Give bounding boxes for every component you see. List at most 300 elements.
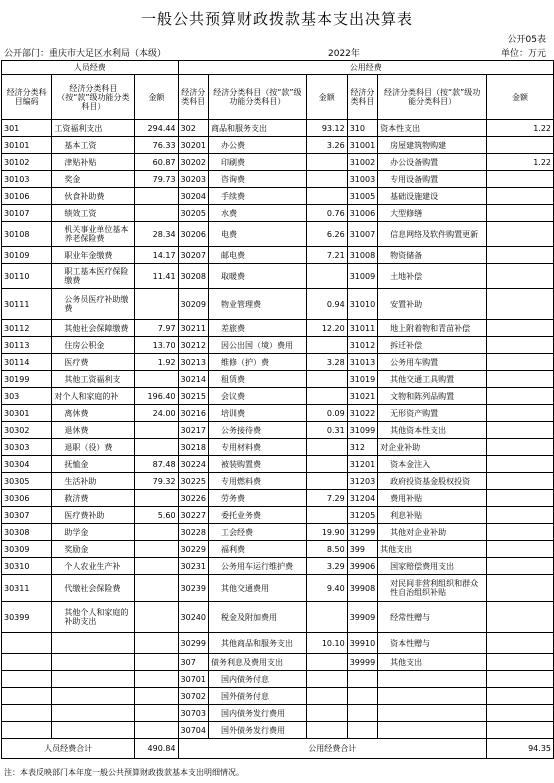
cell-code: 30206 — [178, 222, 208, 247]
cell-code: 30215 — [178, 388, 208, 405]
cell-code: 31022 — [347, 405, 377, 422]
cell-name: 办公费 — [208, 137, 306, 154]
table-row — [2, 722, 554, 739]
cell-amount — [135, 371, 178, 388]
cell-amount — [306, 371, 347, 388]
cell-code: 30240 — [178, 602, 208, 633]
cell-name: 专用燃料费 — [208, 473, 306, 490]
cell-name: 其他支出 — [378, 541, 487, 558]
cell-code: 30303 — [2, 439, 52, 456]
cell-code: 30211 — [178, 320, 208, 337]
cell-amount — [306, 171, 347, 188]
cell-amount — [135, 575, 178, 602]
cell-amount: 14.17 — [135, 247, 178, 264]
cell-code: 30308 — [2, 524, 52, 541]
cell-name: 取暖费 — [208, 264, 306, 289]
cell-amount: 11.41 — [135, 264, 178, 289]
col-header-name: 经济分类科目（按“款”级功能分类科目） — [208, 75, 306, 120]
cell-amount — [487, 705, 554, 722]
cell-name: 国家赔偿费用支出 — [378, 558, 487, 575]
year-label: 2022年 — [328, 49, 360, 59]
cell-code: 30227 — [178, 507, 208, 524]
cell-amount: 7.29 — [306, 490, 347, 507]
cell-amount: 3.26 — [306, 137, 347, 154]
col-header-code: 经济分类科目编码 — [2, 75, 52, 120]
cell-code: 30218 — [178, 439, 208, 456]
cell-name: 物业管理费 — [208, 289, 306, 320]
cell-amount — [487, 602, 554, 633]
cell-amount — [135, 422, 178, 439]
col-header-code: 经济分类科目 — [347, 75, 377, 120]
cell-name: 经常性赠与 — [378, 602, 487, 633]
cell-amount — [135, 205, 178, 222]
cell-name: 医疗费补助 — [52, 507, 135, 524]
public-section-header: 公用经费 — [178, 61, 553, 75]
cell-amount — [306, 439, 347, 456]
cell-name: 个人农业生产补 — [52, 558, 135, 575]
cell-code — [347, 688, 377, 705]
cell-amount: 60.87 — [135, 154, 178, 171]
cell-amount: 28.34 — [135, 222, 178, 247]
cell-name: 其他个人和家庭的补助支出 — [52, 602, 135, 633]
cell-name: 机关事业单位基本养老保险费 — [52, 222, 135, 247]
cell-name: 土地补偿 — [378, 264, 487, 289]
col-header-amount: 金额 — [487, 75, 554, 120]
cell-name: 拆迁补偿 — [378, 337, 487, 354]
cell-amount: 1.22 — [487, 154, 554, 171]
cell-name: 奖励金 — [52, 541, 135, 558]
cell-name: 劳务费 — [208, 490, 306, 507]
cell-amount — [487, 320, 554, 337]
cell-amount — [306, 671, 347, 688]
cell-code: 31011 — [347, 320, 377, 337]
cell-name — [52, 671, 135, 688]
cell-name: 咨询费 — [208, 171, 306, 188]
cell-name — [52, 633, 135, 654]
cell-name: 基本工资 — [52, 137, 135, 154]
cell-name: 公务用车运行维护费 — [208, 558, 306, 575]
cell-code: 31012 — [347, 337, 377, 354]
cell-code — [347, 705, 377, 722]
cell-name: 委托业务费 — [208, 507, 306, 524]
table-row — [2, 388, 554, 405]
cell-amount — [487, 507, 554, 524]
cell-code: 31099 — [347, 422, 377, 439]
cell-code: 31201 — [347, 456, 377, 473]
cell-code: 30703 — [178, 705, 208, 722]
cell-code: 30228 — [178, 524, 208, 541]
cell-amount — [487, 671, 554, 688]
cell-name — [378, 688, 487, 705]
table-row — [2, 456, 554, 473]
cell-name: 其他社会保障缴费 — [52, 320, 135, 337]
cell-amount — [487, 456, 554, 473]
personnel-total-label: 人员经费合计 — [2, 739, 135, 759]
cell-amount — [135, 602, 178, 633]
cell-amount: 6.26 — [306, 222, 347, 247]
cell-name: 基础设施建设 — [378, 188, 487, 205]
footnote: 注：本表反映部门本年度一般公共预算财政拨款基本支出明细情况。 — [4, 768, 244, 777]
cell-name: 资本金注入 — [378, 456, 487, 473]
cell-name: 工资福利支出 — [52, 120, 135, 137]
cell-amount: 294.44 — [135, 120, 178, 137]
table-row — [2, 541, 554, 558]
cell-name: 因公出国（境）费用 — [208, 337, 306, 354]
cell-name: 离休费 — [52, 405, 135, 422]
cell-code: 30225 — [178, 473, 208, 490]
cell-amount — [487, 289, 554, 320]
cell-name: 助学金 — [52, 524, 135, 541]
cell-amount — [487, 654, 554, 671]
cell-code: 302 — [178, 120, 208, 137]
cell-amount: 0.31 — [306, 422, 347, 439]
table-row — [2, 188, 554, 205]
cell-amount — [135, 289, 178, 320]
cell-amount: 19.90 — [306, 524, 347, 541]
cell-amount: 196.40 — [135, 388, 178, 405]
cell-code: 30231 — [178, 558, 208, 575]
cell-code: 39906 — [347, 558, 377, 575]
table-row — [2, 705, 554, 722]
cell-code — [2, 688, 52, 705]
cell-amount — [306, 188, 347, 205]
cell-name: 绩效工资 — [52, 205, 135, 222]
table-row — [2, 490, 554, 507]
unit-label: 单位：万元 — [500, 49, 546, 59]
table-row — [2, 633, 554, 654]
table-row — [2, 473, 554, 490]
cell-name: 资本性支出 — [378, 120, 487, 137]
expenditure-table — [1, 60, 554, 759]
cell-code: 31021 — [347, 388, 377, 405]
cell-amount — [487, 722, 554, 739]
cell-name: 伙食补助费 — [52, 188, 135, 205]
cell-name: 国外债务付息 — [208, 688, 306, 705]
cell-code: 31006 — [347, 205, 377, 222]
cell-amount — [135, 188, 178, 205]
cell-code: 399 — [347, 541, 377, 558]
cell-code: 30704 — [178, 722, 208, 739]
cell-name: 税金及附加费用 — [208, 602, 306, 633]
cell-code: 30208 — [178, 264, 208, 289]
cell-code: 30112 — [2, 320, 52, 337]
col-header-code: 经济分类科目 — [178, 75, 208, 120]
cell-name: 文物和陈列品购置 — [378, 388, 487, 405]
cell-amount — [487, 405, 554, 422]
cell-name: 手续费 — [208, 188, 306, 205]
cell-code: 31001 — [347, 137, 377, 154]
cell-code: 31002 — [347, 154, 377, 171]
cell-amount — [306, 388, 347, 405]
cell-amount — [135, 688, 178, 705]
cell-code: 30101 — [2, 137, 52, 154]
cell-code: 31007 — [347, 222, 377, 247]
cell-code: 30299 — [178, 633, 208, 654]
table-row — [2, 524, 554, 541]
cell-name: 职业年金缴费 — [52, 247, 135, 264]
cell-amount: 24.00 — [135, 405, 178, 422]
cell-name: 办公设备购置 — [378, 154, 487, 171]
cell-amount: 93.12 — [306, 120, 347, 137]
table-row — [2, 171, 554, 188]
cell-code: 30224 — [178, 456, 208, 473]
cell-name: 租赁费 — [208, 371, 306, 388]
personnel-section-header: 人员经费 — [2, 61, 179, 75]
cell-name: 代缴社会保险费 — [52, 575, 135, 602]
table-row — [2, 154, 554, 171]
table-row — [2, 507, 554, 524]
cell-amount: 5.60 — [135, 507, 178, 524]
cell-code: 31009 — [347, 264, 377, 289]
cell-name: 债务利息及费用支出 — [208, 654, 306, 671]
cell-amount: 76.33 — [135, 137, 178, 154]
cell-name: 培训费 — [208, 405, 306, 422]
cell-code: 39909 — [347, 602, 377, 633]
cell-name — [378, 671, 487, 688]
cell-amount — [487, 371, 554, 388]
cell-name: 其他资本性支出 — [378, 422, 487, 439]
cell-amount — [135, 633, 178, 654]
cell-amount: 7.97 — [135, 320, 178, 337]
cell-name: 住房公积金 — [52, 337, 135, 354]
cell-name: 公务接待费 — [208, 422, 306, 439]
cell-code: 310 — [347, 120, 377, 137]
cell-name: 津贴补贴 — [52, 154, 135, 171]
cell-amount: 7.21 — [306, 247, 347, 264]
cell-amount — [306, 722, 347, 739]
cell-code: 31019 — [347, 371, 377, 388]
cell-code: 301 — [2, 120, 52, 137]
cell-name: 其他交通费用 — [208, 575, 306, 602]
cell-code: 30226 — [178, 490, 208, 507]
cell-name: 信息网络及软件购置更新 — [378, 222, 487, 247]
cell-amount — [487, 439, 554, 456]
cell-name: 国内债务发行费用 — [208, 705, 306, 722]
table-row — [2, 671, 554, 688]
cell-code: 30108 — [2, 222, 52, 247]
cell-amount: 0.09 — [306, 405, 347, 422]
cell-code: 30701 — [178, 671, 208, 688]
cell-amount — [487, 490, 554, 507]
cell-name: 资本性赠与 — [378, 633, 487, 654]
cell-amount — [487, 473, 554, 490]
cell-name: 奖金 — [52, 171, 135, 188]
cell-name: 会议费 — [208, 388, 306, 405]
cell-code: 31203 — [347, 473, 377, 490]
cell-name: 其他交通工具购置 — [378, 371, 487, 388]
table-row — [2, 120, 554, 137]
cell-code: 30205 — [178, 205, 208, 222]
cell-name: 抚恤金 — [52, 456, 135, 473]
cell-code — [2, 722, 52, 739]
cell-code: 30111 — [2, 289, 52, 320]
cell-amount — [487, 171, 554, 188]
cell-name: 水费 — [208, 205, 306, 222]
cell-amount: 0.94 — [306, 289, 347, 320]
cell-name: 职工基本医疗保险缴费 — [52, 264, 135, 289]
cell-name: 福利费 — [208, 541, 306, 558]
table-row — [2, 422, 554, 439]
cell-amount — [487, 422, 554, 439]
cell-amount: 3.29 — [306, 558, 347, 575]
cell-amount — [306, 507, 347, 524]
cell-amount: 1.92 — [135, 354, 178, 371]
cell-amount — [306, 337, 347, 354]
cell-name: 无形资产购置 — [378, 405, 487, 422]
cell-code: 30113 — [2, 337, 52, 354]
cell-code: 39910 — [347, 633, 377, 654]
cell-code: 303 — [2, 388, 52, 405]
cell-code: 30399 — [2, 602, 52, 633]
cell-name: 安置补助 — [378, 289, 487, 320]
cell-code: 30103 — [2, 171, 52, 188]
cell-code: 30311 — [2, 575, 52, 602]
cell-amount — [487, 205, 554, 222]
cell-amount — [135, 654, 178, 671]
cell-name: 邮电费 — [208, 247, 306, 264]
cell-code: 31204 — [347, 490, 377, 507]
cell-amount — [135, 722, 178, 739]
cell-name: 其他对企业补助 — [378, 524, 487, 541]
cell-code: 31005 — [347, 188, 377, 205]
cell-name: 公务员医疗补助缴费 — [52, 289, 135, 320]
cell-name: 国外债务发行费用 — [208, 722, 306, 739]
col-header-amount: 金额 — [306, 75, 347, 120]
cell-amount — [135, 558, 178, 575]
cell-amount: 0.76 — [306, 205, 347, 222]
cell-name: 维修（护）费 — [208, 354, 306, 371]
table-row — [2, 289, 554, 320]
cell-name: 专用设备购置 — [378, 171, 487, 188]
cell-name: 其他支出 — [378, 654, 487, 671]
cell-code: 30203 — [178, 171, 208, 188]
cell-code: 30114 — [2, 354, 52, 371]
cell-name: 政府投资基金股权投资 — [378, 473, 487, 490]
cell-name: 利息补贴 — [378, 507, 487, 524]
cell-amount: 13.70 — [135, 337, 178, 354]
cell-amount: 10.10 — [306, 633, 347, 654]
cell-code: 30204 — [178, 188, 208, 205]
cell-name: 印刷费 — [208, 154, 306, 171]
cell-amount — [306, 654, 347, 671]
cell-name: 专用材料费 — [208, 439, 306, 456]
cell-code: 31008 — [347, 247, 377, 264]
cell-code: 31013 — [347, 354, 377, 371]
cell-name: 对企业补助 — [378, 439, 487, 456]
cell-name: 商品和服务支出 — [208, 120, 306, 137]
public-total-amount: 94.35 — [487, 739, 554, 759]
cell-amount — [135, 671, 178, 688]
cell-amount — [487, 354, 554, 371]
cell-name: 房屋建筑物购建 — [378, 137, 487, 154]
cell-amount: 79.73 — [135, 171, 178, 188]
cell-code: 312 — [347, 439, 377, 456]
cell-amount — [306, 456, 347, 473]
cell-code: 30109 — [2, 247, 52, 264]
personnel-total-amount: 490.84 — [135, 739, 178, 759]
cell-name: 工会经费 — [208, 524, 306, 541]
cell-name: 地上附着物和青苗补偿 — [378, 320, 487, 337]
cell-code: 30229 — [178, 541, 208, 558]
cell-amount — [135, 705, 178, 722]
cell-code: 30209 — [178, 289, 208, 320]
cell-amount — [487, 188, 554, 205]
cell-code: 30304 — [2, 456, 52, 473]
cell-amount — [135, 490, 178, 507]
totals-row — [2, 739, 554, 759]
cell-name: 其他商品和服务支出 — [208, 633, 306, 654]
cell-amount — [306, 473, 347, 490]
cell-amount: 87.48 — [135, 456, 178, 473]
cell-code — [2, 671, 52, 688]
cell-code — [2, 633, 52, 654]
cell-name — [52, 705, 135, 722]
cell-code: 30217 — [178, 422, 208, 439]
cell-amount — [306, 264, 347, 289]
cell-code: 30305 — [2, 473, 52, 490]
cell-code: 30202 — [178, 154, 208, 171]
cell-code — [347, 722, 377, 739]
cell-name: 退休费 — [52, 422, 135, 439]
cell-code: 30214 — [178, 371, 208, 388]
cell-name: 电费 — [208, 222, 306, 247]
public-total-label: 公用经费合计 — [178, 739, 487, 759]
cell-name: 救济费 — [52, 490, 135, 507]
cell-name: 差旅费 — [208, 320, 306, 337]
department-label: 公开部门：重庆市大足区水利局（本级） — [4, 49, 167, 59]
cell-amount — [487, 558, 554, 575]
cell-amount: 3.28 — [306, 354, 347, 371]
form-number: 公开05表 — [507, 35, 546, 45]
cell-name — [52, 688, 135, 705]
cell-amount — [135, 524, 178, 541]
cell-name: 国内债务付息 — [208, 671, 306, 688]
table-row — [2, 222, 554, 247]
cell-name: 被装购置费 — [208, 456, 306, 473]
cell-amount — [487, 688, 554, 705]
cell-name — [52, 722, 135, 739]
col-header-name: 经济分类科目（按“款”级功能分类科目） — [52, 75, 135, 120]
cell-code: 39908 — [347, 575, 377, 602]
cell-amount: 12.20 — [306, 320, 347, 337]
table-row — [2, 354, 554, 371]
col-header-amount: 金额 — [135, 75, 178, 120]
cell-code — [2, 654, 52, 671]
cell-code: 30201 — [178, 137, 208, 154]
table-row — [2, 688, 554, 705]
cell-amount: 1.22 — [487, 120, 554, 137]
cell-amount — [306, 705, 347, 722]
cell-name: 公务用车购置 — [378, 354, 487, 371]
cell-amount — [487, 137, 554, 154]
cell-code: 31205 — [347, 507, 377, 524]
table-row — [2, 558, 554, 575]
table-row — [2, 137, 554, 154]
cell-amount: 9.40 — [306, 575, 347, 602]
table-row — [2, 371, 554, 388]
table-row — [2, 575, 554, 602]
cell-amount — [487, 633, 554, 654]
cell-amount — [487, 337, 554, 354]
table-row — [2, 320, 554, 337]
cell-code: 30307 — [2, 507, 52, 524]
table-row — [2, 205, 554, 222]
cell-name — [378, 722, 487, 739]
cell-amount — [487, 222, 554, 247]
col-header-name: 经济分类科目（按“款”级功能分类科目） — [378, 75, 487, 120]
cell-code: 30702 — [178, 688, 208, 705]
cell-name: 物资储备 — [378, 247, 487, 264]
